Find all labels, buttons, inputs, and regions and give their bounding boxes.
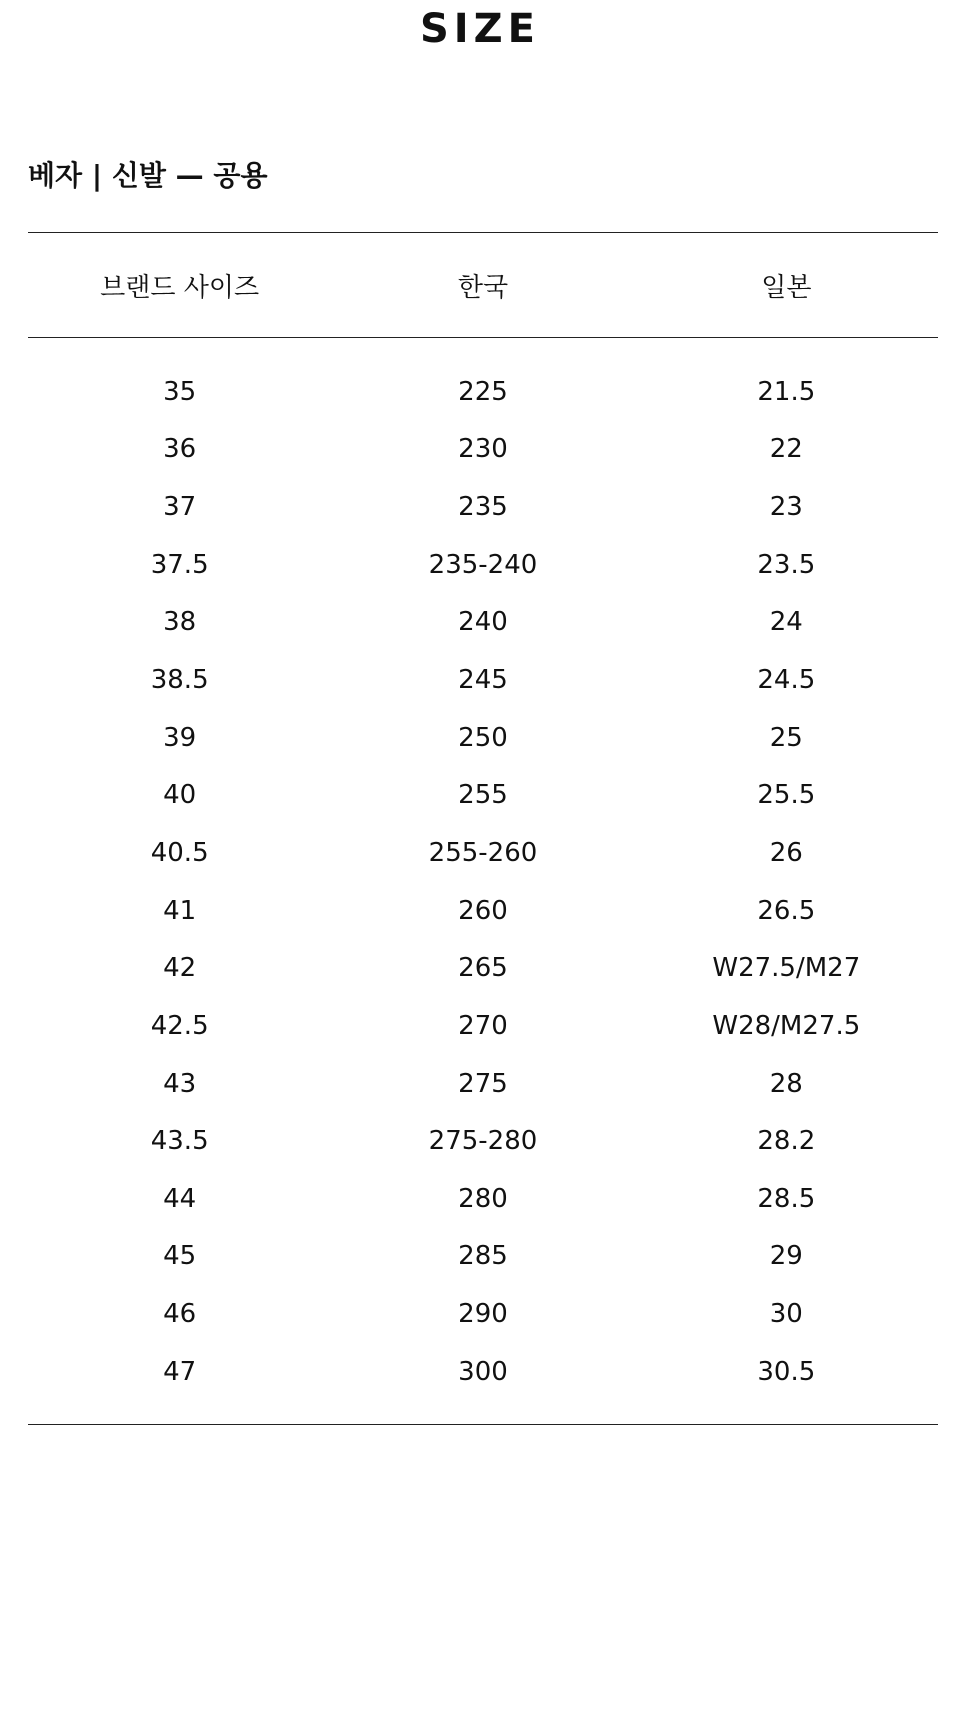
table-row <box>28 421 938 479</box>
table-row <box>28 1285 938 1343</box>
cell-japan: 28.5 <box>757 1183 816 1214</box>
table-row <box>28 882 938 940</box>
cell-japan: 21.5 <box>757 376 816 407</box>
table-row <box>28 478 938 536</box>
header-japan: 일본 <box>761 272 812 303</box>
page-title: SIZE <box>419 6 541 52</box>
table-row <box>28 1170 938 1228</box>
cell-korea: 245 <box>458 665 508 696</box>
table-row <box>28 594 938 652</box>
cell-brand-size: 38 <box>163 607 197 638</box>
cell-brand-size: 45 <box>163 1241 197 1272</box>
cell-brand-size: 40 <box>163 780 197 811</box>
cell-japan: 22 <box>769 434 803 465</box>
cell-japan: 25 <box>769 722 803 753</box>
cell-brand-size: 41 <box>163 895 197 926</box>
cell-japan: 30.5 <box>757 1356 816 1387</box>
table-header-row <box>28 233 938 337</box>
table-row <box>28 651 938 709</box>
table-header-divider <box>28 337 938 338</box>
cell-korea: 275 <box>458 1068 508 1099</box>
cell-brand-size: 42.5 <box>150 1010 209 1041</box>
cell-japan: 30 <box>769 1299 803 1330</box>
table-row <box>28 824 938 882</box>
section-title: 베자 | 신발 — 공용 <box>28 159 268 192</box>
cell-japan: 23.5 <box>757 549 816 580</box>
cell-korea: 270 <box>458 1010 508 1041</box>
cell-korea: 290 <box>458 1299 508 1330</box>
cell-korea: 260 <box>458 895 508 926</box>
cell-brand-size: 35 <box>163 376 197 407</box>
table-row <box>28 997 938 1055</box>
cell-korea: 230 <box>458 434 508 465</box>
cell-japan: W27.5/M27 <box>712 953 861 984</box>
cell-korea: 265 <box>458 953 508 984</box>
cell-brand-size: 37.5 <box>150 549 209 580</box>
cell-korea: 255 <box>458 780 508 811</box>
cell-korea: 280 <box>458 1183 508 1214</box>
cell-korea: 250 <box>458 722 508 753</box>
table-row <box>28 939 938 997</box>
cell-japan: 26 <box>769 837 803 868</box>
header-korea: 한국 <box>457 272 509 303</box>
table-row <box>28 1055 938 1113</box>
cell-japan: W28/M27.5 <box>712 1010 861 1041</box>
cell-korea: 240 <box>458 607 508 638</box>
cell-japan: 24.5 <box>757 665 816 696</box>
table-row <box>28 766 938 824</box>
cell-korea: 255-260 <box>428 837 538 868</box>
cell-brand-size: 47 <box>163 1356 197 1387</box>
cell-japan: 24 <box>769 607 803 638</box>
cell-brand-size: 36 <box>163 434 197 465</box>
cell-japan: 28.2 <box>757 1126 816 1157</box>
cell-brand-size: 46 <box>163 1299 197 1330</box>
cell-japan: 26.5 <box>757 895 816 926</box>
cell-brand-size: 40.5 <box>150 837 209 868</box>
table-row <box>28 709 938 767</box>
cell-brand-size: 42 <box>163 953 197 984</box>
table-bottom-divider <box>28 1424 938 1425</box>
cell-korea: 225 <box>458 376 508 407</box>
table-row <box>28 1112 938 1170</box>
table-row <box>28 1343 938 1401</box>
cell-japan: 28 <box>769 1068 803 1099</box>
table-row <box>28 363 938 421</box>
table-row <box>28 536 938 594</box>
cell-korea: 285 <box>458 1241 508 1272</box>
header-brand-size: 브랜드 사이즈 <box>100 272 260 303</box>
cell-brand-size: 39 <box>163 722 197 753</box>
cell-japan: 29 <box>769 1241 803 1272</box>
cell-japan: 23 <box>769 492 803 523</box>
cell-korea: 275-280 <box>428 1126 538 1157</box>
table-row <box>28 1228 938 1286</box>
cell-brand-size: 43.5 <box>150 1126 209 1157</box>
cell-brand-size: 37 <box>163 492 197 523</box>
cell-korea: 235 <box>458 492 508 523</box>
cell-korea: 300 <box>458 1356 508 1387</box>
cell-brand-size: 38.5 <box>150 665 209 696</box>
cell-brand-size: 44 <box>163 1183 197 1214</box>
cell-japan: 25.5 <box>757 780 816 811</box>
size-table-body <box>28 363 938 1401</box>
cell-brand-size: 43 <box>163 1068 197 1099</box>
cell-korea: 235-240 <box>428 549 538 580</box>
